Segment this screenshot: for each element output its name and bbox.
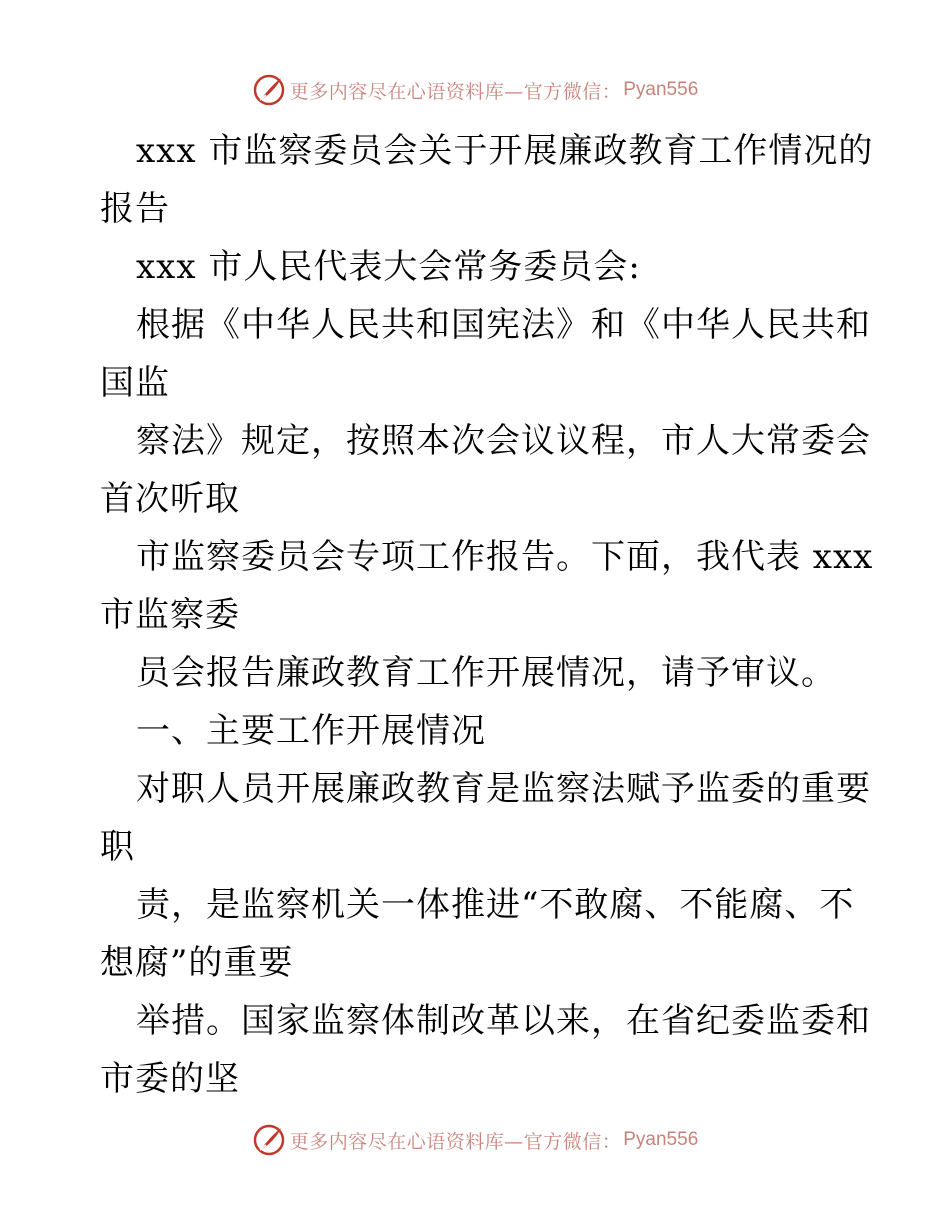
quill-logo-icon [252, 73, 286, 107]
header-banner [0, 72, 950, 108]
banner-text: 更多内容尽在心语资料库—官方微信： [289, 1130, 622, 1153]
paragraph-line: 员会报告廉政教育工作开展情况，请予审议。 [136, 653, 836, 693]
paragraph-line: 想腐”的重要 [100, 943, 294, 983]
paragraph-line: 市监察委员会专项工作报告。下面，我代表 xxx [136, 537, 874, 577]
paragraph-line: 首次听取 [100, 479, 240, 519]
paragraph-line: 国监 [100, 363, 170, 403]
paragraph-line: 责，是监察机关一体推进“不敢腐、不能腐、不 [136, 885, 855, 925]
paragraph-line: 职 [100, 827, 135, 867]
banner-text: 更多内容尽在心语资料库—官方微信： [289, 80, 622, 103]
paragraph-line: 对职人员开展廉政教育是监察法赋予监委的重要 [136, 769, 871, 809]
banner-wechat-handle: Pyan556 [623, 1129, 699, 1150]
footer-banner [0, 1122, 950, 1158]
paragraph-line: 察法》规定，按照本次会议议程，市人大常委会 [136, 421, 871, 461]
title-line-2: 报告 [100, 189, 170, 229]
quill-logo-icon [252, 1123, 286, 1157]
banner-wechat-handle: Pyan556 [623, 79, 699, 100]
salutation: xxx 市人民代表大会常务委员会: [136, 247, 641, 287]
paragraph-line: 举措。国家监察体制改革以来，在省纪委监委和 [136, 1001, 871, 1041]
section-heading: 一、主要工作开展情况 [136, 711, 486, 751]
title-line-1: xxx 市监察委员会关于开展廉政教育工作情况的 [136, 131, 874, 171]
paragraph-line: 市监察委 [100, 595, 240, 635]
paragraph-line: 根据《中华人民共和国宪法》和《中华人民共和 [136, 305, 871, 345]
document-body [100, 122, 874, 1108]
paragraph-line: 市委的坚 [100, 1059, 240, 1099]
